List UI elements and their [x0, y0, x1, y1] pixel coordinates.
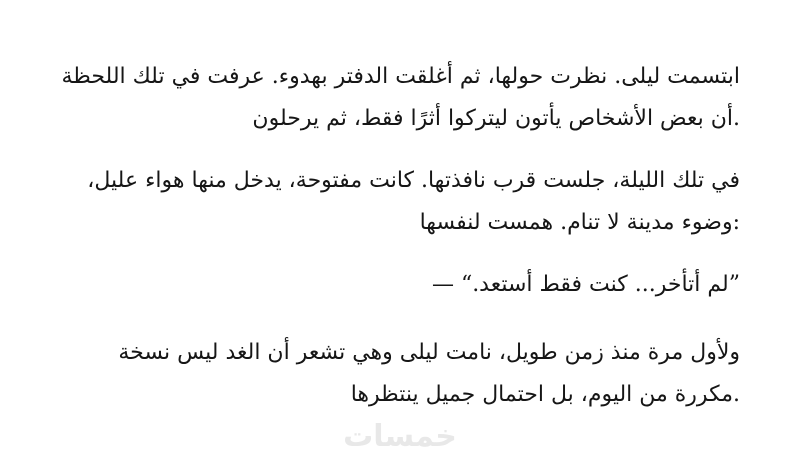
- text-line: .مكررة من اليوم، بل احتمال جميل ينتظرها: [350, 382, 740, 407]
- text-line: ابتسمت ليلى. نظرت حولها، ثم أغلقت الدفتر بهدوء. عرفت في تلك اللحظة: [61, 64, 740, 89]
- paragraph-quote: [60, 264, 740, 306]
- text-line: ولأول مرة منذ زمن طويل، نامت ليلى وهي تشعر أن الغد ليس نسخة: [118, 340, 740, 365]
- khamsat-watermark: خمسات: [343, 419, 457, 454]
- paragraph-3: [60, 332, 740, 416]
- quote-line: ”لم أتأخر... كنت فقط أستعد.“ —: [431, 272, 740, 297]
- text-line: .أن بعض الأشخاص يأتون ليتركوا أثرًا فقط، ثم يرحلون: [252, 106, 740, 131]
- paragraph-1: [60, 56, 740, 140]
- text-line: في تلك الليلة، جلست قرب نافذتها. كانت مفتوحة، يدخل منها هواء عليل،: [87, 168, 740, 193]
- text-line: :وضوء مدينة لا تنام. همست لنفسها: [419, 210, 740, 235]
- paragraph-2: [60, 160, 740, 244]
